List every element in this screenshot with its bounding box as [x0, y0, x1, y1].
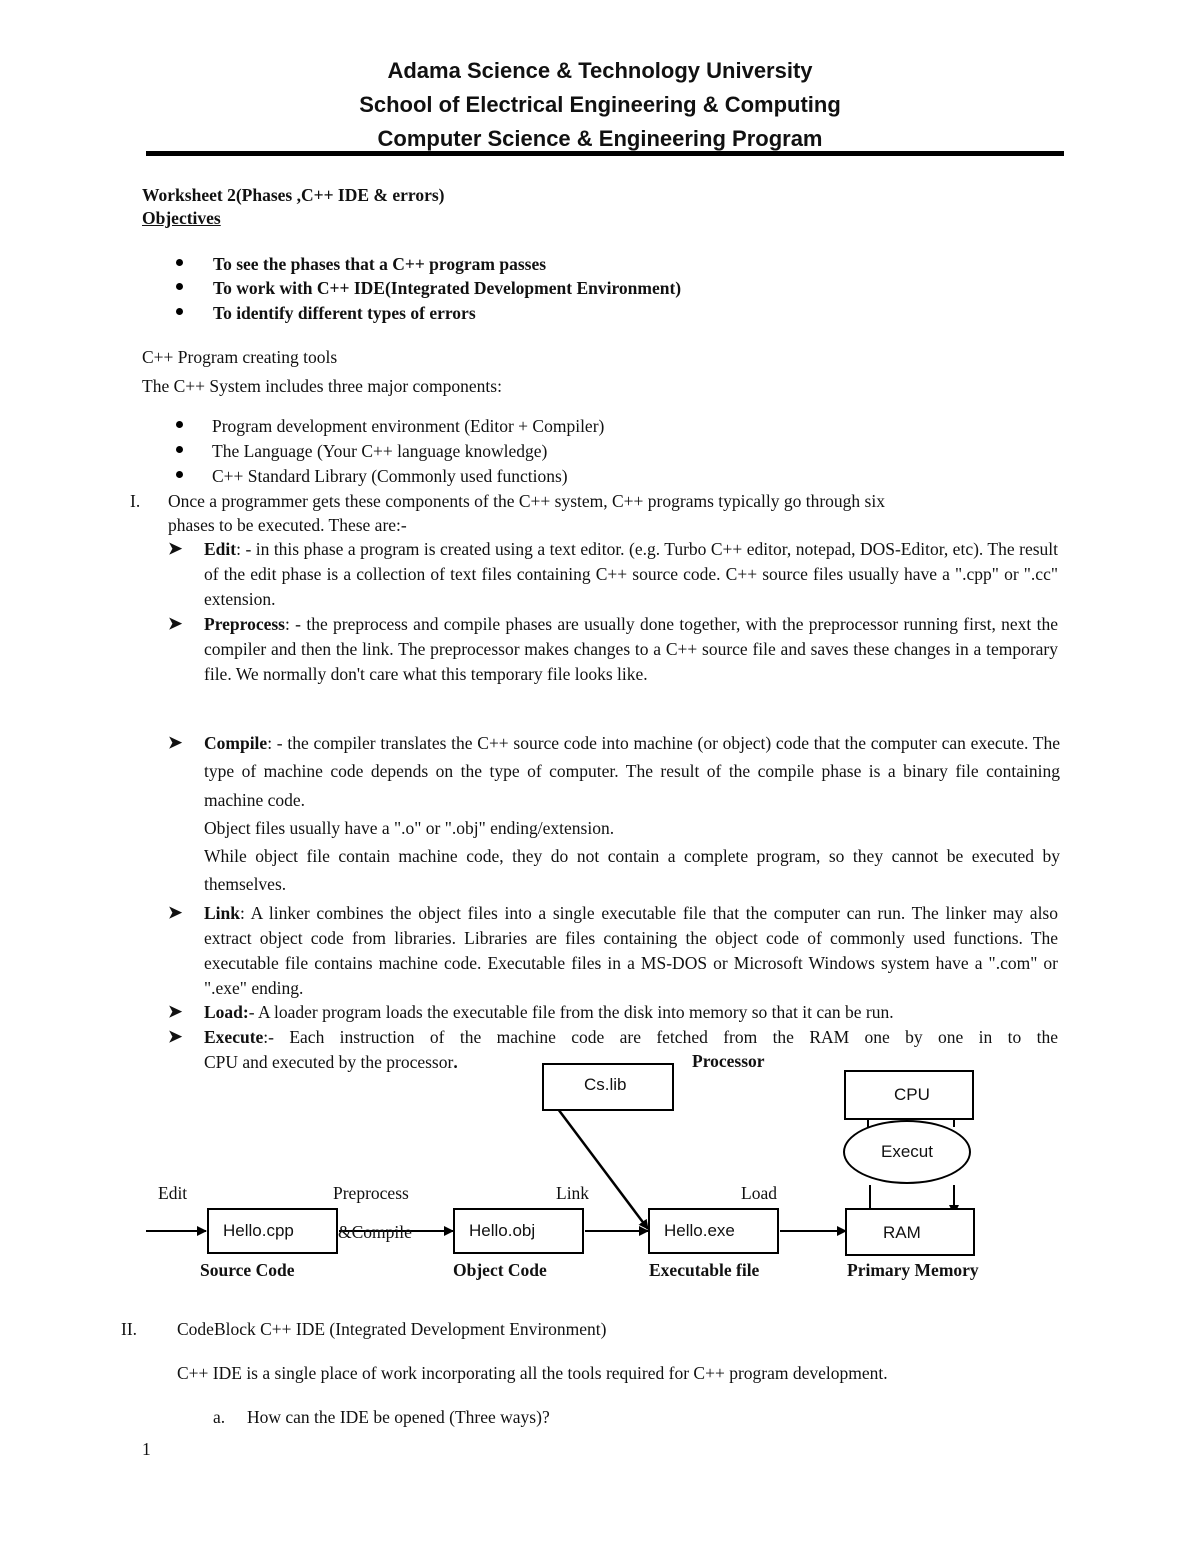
sub-question-letter: a.: [213, 1407, 226, 1427]
tools-item: The Language (Your C++ language knowledge): [212, 441, 548, 461]
phase-term: Compile: [204, 733, 268, 753]
executable-file-label: Hello.exe: [664, 1221, 735, 1240]
arrow-bullet-icon: ➤: [168, 733, 183, 752]
section1-numeral: I.: [130, 491, 141, 511]
arrow-bullet-icon: ➤: [168, 1002, 183, 1021]
cpu-box-label: CPU: [894, 1085, 930, 1104]
processor-label: Processor: [692, 1051, 765, 1071]
objective-item: To work with C++ IDE(Integrated Development Environment): [213, 278, 682, 298]
stage-label: Edit: [158, 1183, 188, 1203]
ram-box-label: RAM: [883, 1223, 921, 1242]
phase-term: Edit: [204, 539, 237, 559]
source-file-label: Hello.cpp: [223, 1221, 294, 1240]
page-number: 1: [142, 1439, 151, 1459]
section2-title: CodeBlock C++ IDE (Integrated Development Environment): [177, 1319, 607, 1339]
arrow-bullet-icon: ➤: [168, 903, 183, 922]
execute-ellipse: [843, 1120, 971, 1184]
phase-term: Execute: [204, 1027, 264, 1047]
caption-object-code: Object Code: [453, 1260, 547, 1280]
university-name: Adama Science & Technology University: [387, 58, 813, 83]
cpu-box: [844, 1070, 974, 1120]
phase-term: Preprocess: [204, 614, 285, 634]
phase-text: : - the compiler translates the C++ source code into machine (or object) code that the computer can execute. The type of machine code depends on the type of computer. The result of the compile phase is a binary file containing machine code.: [204, 733, 1060, 810]
objective-item: To see the phases that a C++ program passes: [213, 254, 547, 274]
worksheet-title: Worksheet 2(Phases ,C++ IDE & errors): [142, 185, 445, 205]
phase-text: - A loader program loads the executable file from the disk into memory so that it can be run.: [248, 1002, 894, 1022]
phase-compile-extra1: Object files usually have a ".o" or ".obj" ending/extension.: [204, 818, 615, 838]
section1-text: Once a programmer gets these components of the C++ system, C++ programs typically go through six: [168, 491, 885, 511]
arrow-bullet-icon: ➤: [168, 614, 183, 633]
phase-term: Link: [204, 903, 240, 923]
object-file-label: Hello.obj: [469, 1221, 536, 1240]
compile-label: &Compile: [338, 1222, 412, 1242]
object-file-box: [453, 1208, 584, 1254]
objective-item: To identify different types of errors: [213, 303, 476, 323]
phase-term: Load:: [204, 1002, 249, 1022]
phase-text: : - in this phase a program is created using a text editor. (e.g. Turbo C++ editor, notepad, DOS-Editor, etc). The result of the edit phase is a collection of text files containing C++ source code. C++ source files usually have a ".cpp" or ".cc" extension.: [204, 539, 1058, 609]
source-file-box: [207, 1208, 338, 1254]
library-box: [542, 1063, 674, 1111]
section2-desc: C++ IDE is a single place of work incorporating all the tools required for C++ program development.: [177, 1363, 888, 1383]
section1-text: phases to be executed. These are:-: [168, 515, 407, 535]
arrow-bullet-icon: ➤: [168, 539, 183, 558]
arrow-bullet-icon: ➤: [168, 1027, 183, 1046]
stage-label: Load: [741, 1183, 777, 1203]
school-name: School of Electrical Engineering & Computing: [359, 92, 841, 117]
tools-item: C++ Standard Library (Commonly used functions): [212, 466, 568, 486]
phase-text: CPU and executed by the processor: [204, 1052, 454, 1072]
tools-intro: The C++ System includes three major components:: [142, 376, 502, 396]
phase-text: : A linker combines the object files into a single executable file that the computer can run. The linker may also extract object code from libraries. Libraries are files containing the object code of commonly used functions. The executable file contains machine code. Executable files in a MS-DOS or Microsoft Windows system have a ".com" or ".exe" ending.: [204, 903, 1058, 998]
stage-label: Preprocess: [333, 1183, 409, 1203]
tools-item: Program development environment (Editor + Compiler): [212, 416, 605, 436]
section2-numeral: II.: [121, 1319, 138, 1339]
library-box-label: Cs.lib: [584, 1075, 627, 1094]
ram-box: [845, 1208, 975, 1256]
caption-primary-memory: Primary Memory: [847, 1260, 979, 1280]
caption-source-code: Source Code: [200, 1260, 295, 1280]
execute-ellipse-label: Execut: [881, 1142, 933, 1161]
phase-text: : - the preprocess and compile phases are usually done together, with the preprocessor running first, next the compiler and then the link. The preprocessor makes changes to a C++ source file and saves these changes in a temporary file. We normally don't care what this temporary file looks like.: [204, 614, 1058, 684]
phase-compile-extra2: While object file contain machine code, they do not contain a complete program, so they cannot be executed by themselves.: [204, 846, 1060, 895]
phase-text: :- Each instruction of the machine code are fetched from the RAM one by one in to the: [263, 1027, 1058, 1047]
tools-title: C++ Program creating tools: [142, 347, 338, 367]
sub-question-text: How can the IDE be opened (Three ways)?: [247, 1407, 550, 1427]
executable-file-box: [648, 1208, 779, 1254]
phase-period: .: [453, 1052, 458, 1072]
objectives-heading: Objectives: [142, 208, 221, 228]
program-name: Computer Science & Engineering Program: [377, 126, 823, 151]
caption-executable-file: Executable file: [649, 1260, 760, 1280]
stage-label: Link: [556, 1183, 590, 1203]
